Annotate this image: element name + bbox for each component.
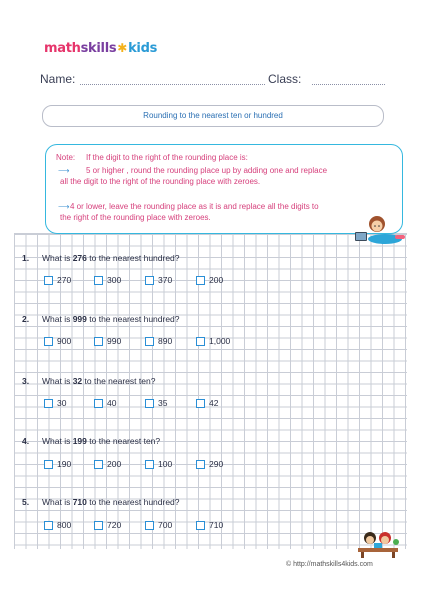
rule1-line2: all the digit to the right of the rounding place with zeroes.	[60, 177, 261, 186]
arrow-icon: ⟶	[58, 166, 70, 175]
checkbox-icon[interactable]	[196, 460, 205, 469]
question-number: 5.	[22, 497, 30, 507]
option-checkbox[interactable]: 290	[196, 459, 223, 469]
question-3: 3. What is 32 to the nearest ten?	[22, 376, 156, 386]
checkbox-icon[interactable]	[44, 399, 53, 408]
class-field[interactable]	[312, 84, 385, 85]
kids-reading-illustration	[352, 528, 402, 558]
question-value: 32	[72, 376, 83, 386]
question-1: 1. What is 276 to the nearest hundred?	[22, 253, 180, 263]
checkbox-icon[interactable]	[44, 276, 53, 285]
question-value: 999	[72, 314, 87, 324]
question-5: 5. What is 710 to the nearest hundred?	[22, 497, 180, 507]
option-checkbox[interactable]: 300	[94, 275, 121, 285]
checkbox-icon[interactable]	[196, 276, 205, 285]
option-checkbox[interactable]: 30	[44, 398, 66, 408]
note-box	[45, 144, 403, 234]
checkbox-icon[interactable]	[94, 521, 103, 530]
question-number: 2.	[22, 314, 30, 324]
option-checkbox[interactable]: 990	[94, 336, 121, 346]
option-checkbox[interactable]: 100	[145, 459, 172, 469]
name-field[interactable]	[80, 84, 265, 85]
checkbox-icon[interactable]	[94, 337, 103, 346]
logo-text-skills: skills	[80, 40, 117, 56]
arrow-icon: ⟶	[58, 202, 70, 211]
rule2-line1: 4 or lower, leave the rounding place as it is and replace all the digits to	[70, 202, 319, 211]
checkbox-icon[interactable]	[44, 521, 53, 530]
checkbox-icon[interactable]	[196, 399, 205, 408]
option-checkbox[interactable]: 700	[145, 520, 172, 530]
option-checkbox[interactable]: 270	[44, 275, 71, 285]
rule2-line2: the right of the rounding place with zeroes.	[60, 213, 211, 222]
option-checkbox[interactable]: 200	[94, 459, 121, 469]
option-checkbox[interactable]: 720	[94, 520, 121, 530]
checkbox-icon[interactable]	[145, 276, 154, 285]
option-checkbox[interactable]: 800	[44, 520, 71, 530]
checkbox-icon[interactable]	[145, 337, 154, 346]
question-value: 199	[72, 436, 87, 446]
option-checkbox[interactable]: 190	[44, 459, 71, 469]
question-2: 2. What is 999 to the nearest hundred?	[22, 314, 180, 324]
rule1-line1: 5 or higher , round the rounding place up by adding one and replace	[86, 166, 328, 175]
option-checkbox[interactable]: 710	[196, 520, 223, 530]
checkbox-icon[interactable]	[94, 460, 103, 469]
checkbox-icon[interactable]	[145, 399, 154, 408]
option-checkbox[interactable]: 35	[145, 398, 167, 408]
class-label: Class:	[268, 72, 302, 86]
option-checkbox[interactable]: 1,000	[196, 336, 230, 346]
logo-star-icon: ✱	[117, 41, 128, 55]
checkbox-icon[interactable]	[44, 337, 53, 346]
name-label: Name:	[40, 72, 76, 86]
option-checkbox[interactable]: 900	[44, 336, 71, 346]
option-checkbox[interactable]: 40	[94, 398, 116, 408]
checkbox-icon[interactable]	[94, 276, 103, 285]
checkbox-icon[interactable]	[145, 460, 154, 469]
option-checkbox[interactable]: 890	[145, 336, 172, 346]
checkbox-icon[interactable]	[196, 337, 205, 346]
girl-laptop-illustration	[355, 212, 407, 246]
question-number: 4.	[22, 436, 30, 446]
worksheet-title: Rounding to the nearest ten or hundred	[42, 105, 384, 127]
note-label: Note:	[56, 153, 76, 162]
checkbox-icon[interactable]	[145, 521, 154, 530]
site-logo	[44, 38, 157, 58]
question-value: 710	[72, 497, 87, 507]
question-4: 4. What is 199 to the nearest ten?	[22, 436, 161, 446]
name-class-row	[40, 72, 385, 90]
option-checkbox[interactable]: 370	[145, 275, 172, 285]
option-checkbox[interactable]: 200	[196, 275, 223, 285]
option-checkbox[interactable]: 42	[196, 398, 218, 408]
checkbox-icon[interactable]	[44, 460, 53, 469]
question-number: 3.	[22, 376, 30, 386]
question-value: 276	[72, 253, 87, 263]
logo-text-math: math	[44, 40, 81, 56]
logo-text-kids: kids	[128, 40, 158, 56]
note-intro: If the digit to the right of the rounding place is:	[86, 153, 248, 162]
checkbox-icon[interactable]	[94, 399, 103, 408]
footer-url: © http://mathskills4kids.com	[286, 561, 373, 568]
question-number: 1.	[22, 253, 30, 263]
checkbox-icon[interactable]	[196, 521, 205, 530]
